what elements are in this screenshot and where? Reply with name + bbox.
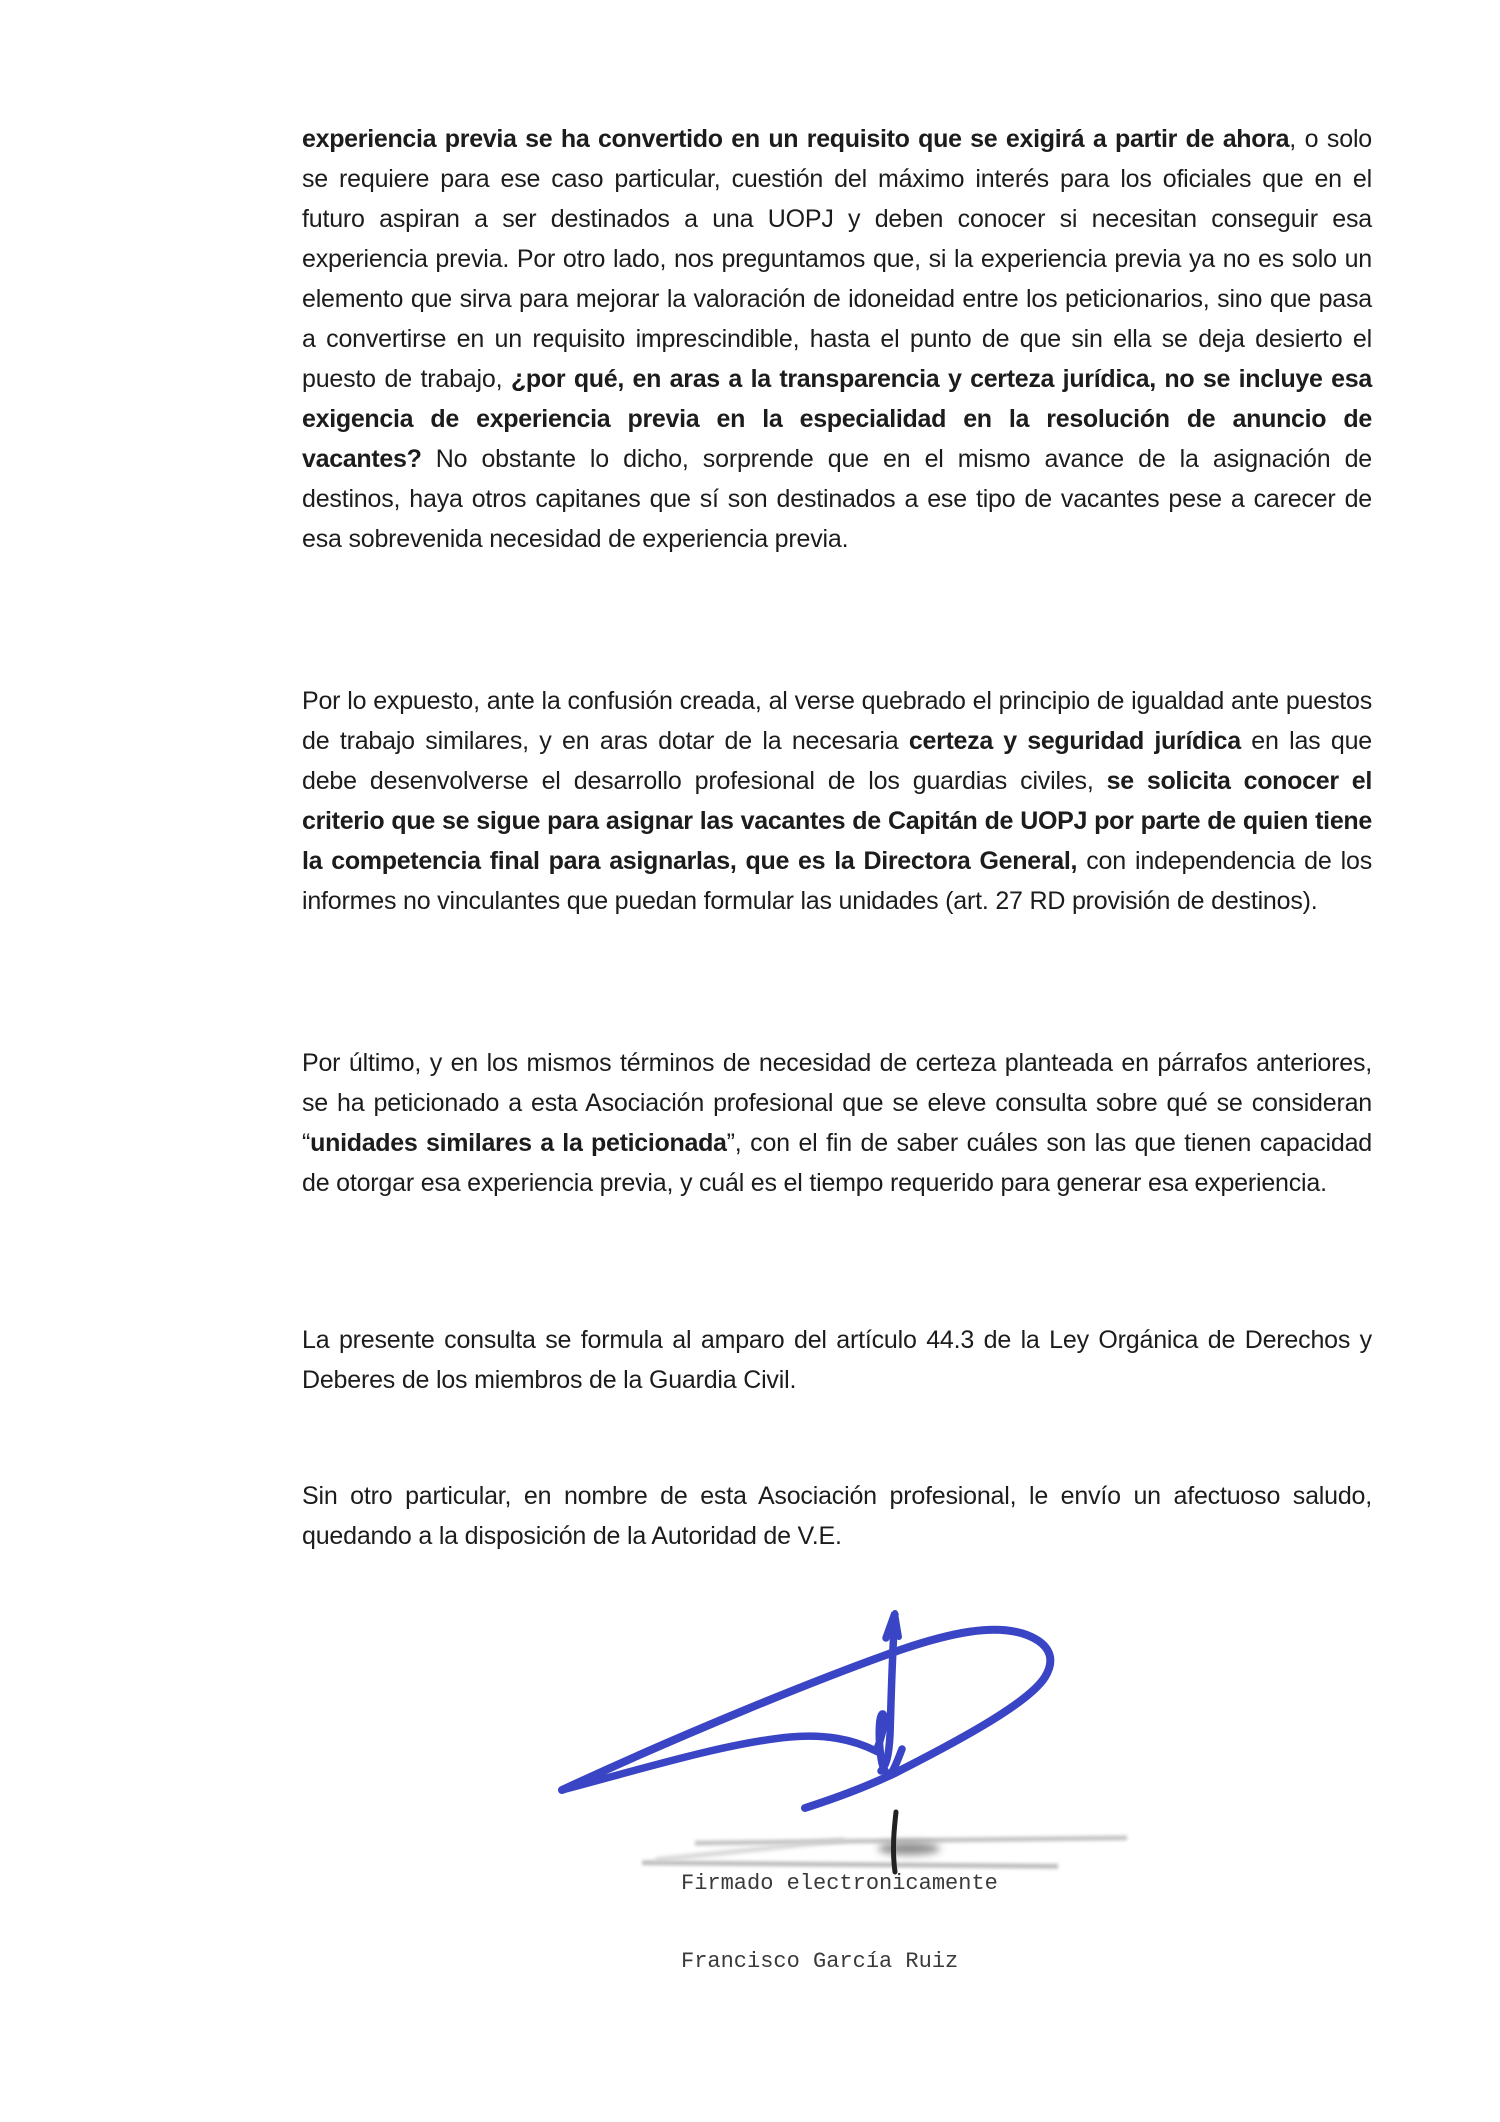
bold-text-run: ¿por qué, en aras a la transparencia y certeza jurídica, no se incluye esa exigencia de experiencia previa en la especialidad en la resolución de anuncio de vacantes? [302,365,1372,473]
text-run: Por último, y en los mismos términos de necesidad de certeza planteada en párrafos anteriores, se ha peticionado a esta Asociación profesional que se eleve consulta sobre qué se consideran “ [302,1049,1372,1157]
bold-text-run: unidades similares a la peticionada [310,1129,727,1157]
signature-stroke-underline [562,1714,902,1790]
paragraph [302,119,1372,559]
text-run: en las que debe desenvolverse el desarrollo profesional de los guardias civiles, [302,727,1373,795]
paragraph [302,1476,1372,1556]
signature-caption-line2: Francisco García Ruiz [681,1949,959,1974]
signature-caption [681,1819,998,2027]
bold-text-run: certeza y seguridad jurídica [908,727,1241,755]
signature-stroke-slash-barb [895,1613,899,1637]
paragraph [302,1043,1372,1203]
bold-text-run: experiencia previa se ha convertido en un requisito que se exigirá a partir de ahora [302,125,1290,153]
paragraph [302,1320,1372,1400]
bold-text-run: se solicita conocer el criterio que se sigue para asignar las vacantes de Capitán de UOPJ por parte de quien tiene la competencia final para asignarlas, que es la Directora General, [302,767,1372,875]
paragraph [302,681,1372,921]
text-run: ”, con el fin de saber cuáles son las que tienen capacidad de otorgar esa experiencia previa, y cuál es el tiempo requerido para generar esa experiencia. [302,1129,1372,1197]
text-run: , o solo se requiere para ese caso particular, cuestión del máximo interés para los oficiales que en el futuro aspiran a ser destinados a una UOPJ y deben conocer si necesitan conseguir esa experiencia previa. Por otro lado, nos preguntamos que, si la experiencia previa ya no es solo un elemento que sirva para mejorar la valoración de idoneidad entre los peticionarios, sino que pasa a convertirse en un requisito imprescindible, hasta el punto de que sin ella se deja desierto el puesto de trabajo, [302,125,1372,393]
signature-caption-line1: Firmado electronicamente [681,1871,998,1896]
signature-stroke-slash [881,1613,895,1771]
signature-stroke-loop [562,1630,1050,1808]
text-run: con independencia de los informes no vinculantes que puedan formular las unidades (art. 27 RD provisión de destinos). [302,847,1372,915]
text-run: Por lo expuesto, ante la confusión creada, al verse quebrado el principio de igualdad ante puestos de trabajo similares, y en aras dotar de la necesaria [302,687,1372,755]
text-run: No obstante lo dicho, sorprende que en el mismo avance de la asignación de destinos, haya otros capitanes que sí son destinados a ese tipo de vacantes pese a carecer de esa sobrevenida necesidad de experiencia previa. [302,445,1372,553]
text-run: Sin otro particular, en nombre de esta Asociación profesional, le envío un afectuoso saludo, quedando a la disposición de la Autoridad de V.E. [302,1482,1372,1550]
text-run: La presente consulta se formula al amparo del artículo 44.3 de la Ley Orgánica de Derechos y Deberes de los miembros de la Guardia Civil. [302,1326,1372,1394]
